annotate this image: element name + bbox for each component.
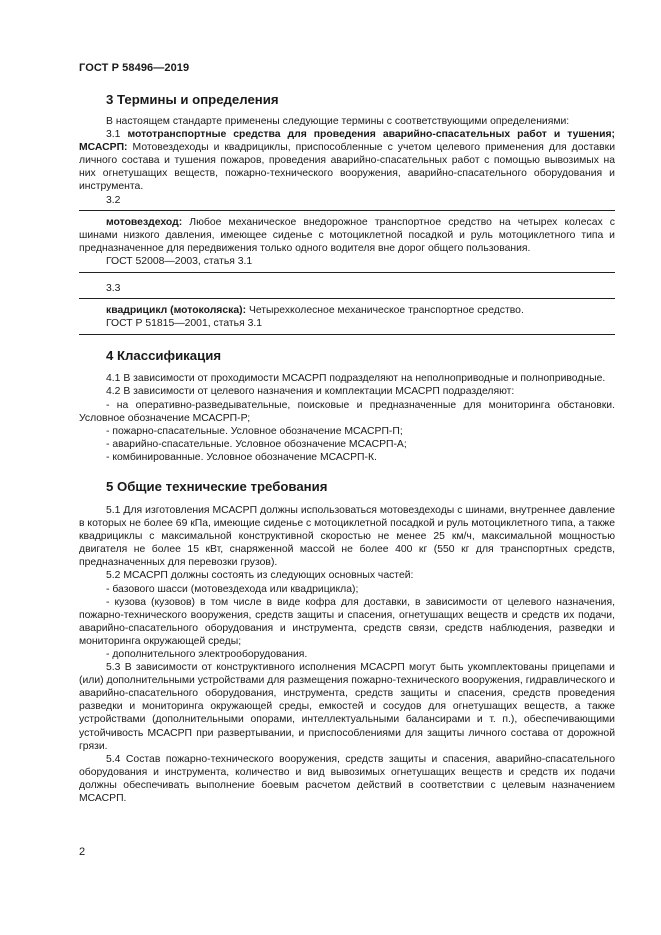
term-3-3-term: квадрицикл (мотоколяска): [106, 305, 247, 317]
list-item: - комбинированные. Условное обозначение МСАСРП-К. [106, 451, 377, 463]
clause-5-2: 5.2 МСАСРП должны состоять из следующих основных частей: [106, 570, 414, 582]
list-item: - базового шасси (мотовездехода или квадрицикла); [106, 583, 359, 595]
list-item: - на оперативно-разведывательные, поисковые и предназначенные для мониторинга обстановки. Условное обозначение МСАСРП-Р; [79, 399, 615, 424]
term-3-1-definition: Мотовездеходы и квадрициклы, приспособленные с учетом целевого применения для доставки личного состава и тушения пожаров, проведения аварийно-спасательных работ с помощью вывозимых на них огнетушащих веществ, пожарно-технического вооружения, аварийно-спасательного оборудования и инструмента. [79, 142, 615, 193]
term-3-2-number: 3.2 [106, 194, 121, 206]
list-item: - пожарно-спасательные. Условное обозначение МСАСРП-П; [106, 425, 403, 437]
clause-4-2: 4.2 В зависимости от целевого назначения и комплектации МСАСРП подразделяют: [106, 386, 515, 398]
term-3-1-term: мототранспортные средства для проведения аварийно-спасательных работ и тушения; МСАСРП: [79, 129, 615, 154]
clause-5-4: 5.4 Состав пожарно-технического вооружения, средств защиты и спасения, аварийно-спасательного оборудования и инструмента, количество и вид вывозимых огнетушащих веществ и средств их подачи должны обеспечивать выполнение боевым расчетом действий в соответствии с целевым назначением МСАСРП. [79, 753, 615, 805]
page-number: 2 [79, 846, 86, 858]
list-item: - кузова (кузовов) в том числе в виде кофра для доставки, в зависимости от целевого назначения, пожарно-технического вооружения, средств защиты и спасения, огнетушащих веществ и средств их подачи, аварийно-спасательного оборудования и инструмента, средств связи, средств наблюдения, разведки и мониторинга окружающей среды; [79, 596, 615, 647]
list-item: - аварийно-спасательные. Условное обозначение МСАСРП-А; [106, 438, 407, 450]
term-3-3-definition: Четырехколесное механическое транспортное средство. [248, 305, 524, 317]
term-3-1 [79, 128, 615, 193]
section-5-title: 5 Общие технические требования [106, 478, 328, 494]
term-3-1-number: 3.1 [106, 129, 121, 141]
clause-4-1: 4.1 В зависимости от проходимости МСАСРП подразделяют на неполноприводные и полноприводные. [106, 373, 606, 385]
section-4-title: 4 Классификация [106, 348, 222, 364]
standard-header: ГОСТ Р 58496—2019 [79, 62, 190, 74]
clause-5-3: 5.3 В зависимости от конструктивного исполнения МСАСРП могут быть укомплектованы прицепами и (или) дополнительными устройствами для размещения пожарно-технического вооружения, гидравлического и аварийно-спасательного оборудования, инструмента, средств защиты и спасения, средств проведения разведки и мониторинга окружающей среды, емкостей и сосудов для огнетушащих веществ, а также устройствами (дополнительными опорами, интеллектуальными балансирами и т. п.), обеспечивающими устойчивость МСАСРП при развертывании, и приспособлениями для защиты личного состава от дорожной грязи. [79, 662, 615, 752]
page-content [79, 92, 615, 805]
clause-5-1: 5.1 Для изготовления МСАСРП должны использоваться мотовездеходы с шинами, внутреннее давление в которых не более 69 кПа, имеющие сиденье с мотоциклетной посадкой и руль мотоциклетного типа, а также квадрициклы с максимальной конструктивной скоростью не менее 25 км/ч, максимальной мощностью двигателя не более 15 кВт, снаряженной массой не более 400 кг (550 кг для транспортных средств, предназначенных для перевозки грузов). [79, 504, 615, 569]
section-3-intro: В настоящем стандарте применены следующие термины с соответствующими определениями: [106, 116, 570, 127]
term-3-2-definition: Любое механическое внедорожное транспортное средство на четырех колесах с шинами низкого давления, имеющее сиденье с мотоциклетной посадкой и руль мотоциклетного типа и предназначенное для передвижения только одного водителя вне дорог общего пользования. [79, 216, 616, 254]
term-3-2-box [79, 210, 615, 273]
list-item: - дополнительного электрооборудования. [106, 649, 308, 660]
section-3-title: 3 Термины и определения [106, 92, 279, 107]
term-3-3-number: 3.3 [106, 283, 121, 295]
term-3-2-term: мотовездеход: [106, 216, 183, 228]
term-3-2 [79, 216, 615, 255]
term-3-3-source: ГОСТ Р 51815—2001, статья 3.1 [106, 318, 263, 330]
term-3-2-source: ГОСТ 52008—2003, статья 3.1 [106, 255, 253, 267]
term-3-3-box [79, 298, 615, 335]
term-3-3 [79, 304, 615, 317]
